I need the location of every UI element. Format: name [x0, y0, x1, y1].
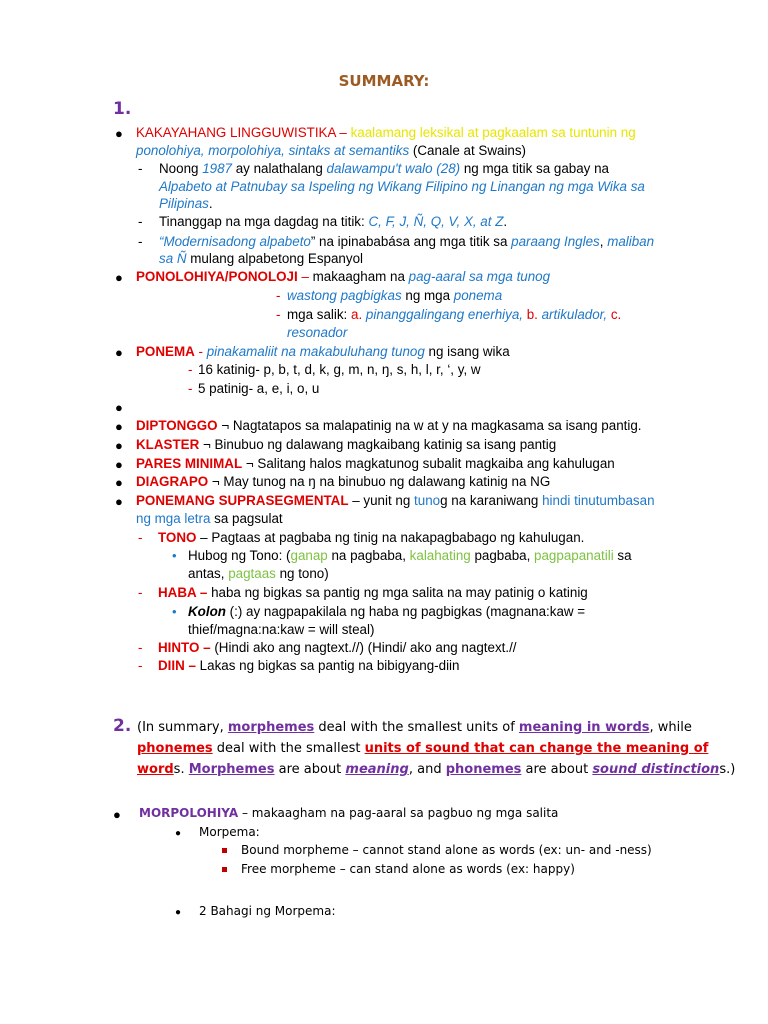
bahagi-line: 2 Bahagi ng Morpema: — [199, 904, 336, 918]
ponema-sub-2: 5 patinig- a, e, i, o, u — [198, 381, 320, 396]
diagrapo-line: DIAGRAPO ¬ May tunog na ŋ na binubuo ng dalawang katinig na NG — [136, 474, 551, 489]
kakayahang-line-1: KAKAYAHANG LINGGUWISTIKA – kaalamang leksikal at pagkaalam sa tuntunin ng — [136, 125, 636, 140]
dash: - — [138, 640, 143, 655]
dash: - — [138, 658, 143, 673]
bullet: ● — [115, 457, 123, 472]
bullet: ● — [115, 438, 123, 453]
bullet: ● — [113, 807, 121, 822]
dash: - — [138, 161, 143, 176]
diin-line: DIIN – Lakas ng bigkas sa pantig na bibigyang-diin — [158, 658, 460, 673]
suprasegmental-line: PONEMANG SUPRASEGMENTAL – yunit ng tunog na karaniwang hindi tinutumbasan — [136, 493, 655, 508]
morpema-line: Morpema: — [199, 825, 260, 839]
suprasegmental-line-2: ng mga letra sa pagsulat — [136, 511, 283, 526]
summary-line-1: (In summary, morphemes deal with the smallest units of meaning in words, while — [137, 720, 692, 735]
dash: - — [276, 307, 281, 322]
klaster-line: KLASTER ¬ Binubuo ng dalawang magkaibang katinig sa isang pantig — [136, 437, 557, 452]
square-bullet-icon — [222, 848, 227, 853]
dash: - — [188, 381, 193, 396]
kakayahang-sub-1b: Alpabeto at Patnubay sa Ispeling ng Wikang Filipino ng Linangan ng mga Wika sa — [159, 179, 645, 194]
ponolohiya-sub-2b: resonador — [287, 325, 348, 340]
bullet: ● — [115, 419, 123, 434]
ponolohiya-line: PONOLOHIYA/PONOLOJI – makaagham na pag-aaral sa mga tunog — [136, 269, 551, 284]
kakayahang-sub-1c: Pilipinas. — [159, 196, 213, 211]
hubog-line: Hubog ng Tono: (ganap na pagbaba, kalahating pagbaba, pagpapanatili sa — [188, 548, 632, 563]
kakayahang-sub-1: Noong 1987 ay nalathalang dalawampu't walo (28) ng mga titik sa gabay na — [159, 161, 609, 176]
dash: - — [138, 585, 143, 600]
hubog-line-2: antas, pagtaas ng tono) — [188, 566, 329, 581]
bullet: ● — [115, 126, 123, 141]
kakayahang-sub-3b: sa Ñ mulang alpabetong Espanyol — [159, 251, 363, 266]
summary-line-2: phonemes deal with the smallest units of sound that can change the meaning of — [137, 741, 709, 756]
bullet: ● — [115, 345, 123, 360]
bullet: ● — [115, 270, 123, 285]
bullet: ● — [115, 494, 123, 509]
bullet: • — [172, 548, 177, 563]
ponolohiya-sub-2: mga salik: a. pinanggalingang enerhiya, b. artikulador, c. — [287, 307, 622, 322]
page-title: SUMMARY: — [338, 72, 430, 90]
square-bullet-icon — [222, 867, 227, 872]
morpolohiya-line: MORPOLOHIYA – makaagham na pag-aaral sa pagbuo ng mga salita — [139, 806, 559, 820]
dash: - — [276, 288, 281, 303]
kakayahang-line-2: ponolohiya, morpolohiya, sintaks at semantiks (Canale at Swains) — [136, 143, 527, 158]
diptonggo-line: DIPTONGGO ¬ Nagtatapos sa malapatinig na w at y na magkasama sa isang pantig. — [136, 418, 642, 433]
ponema-line: PONEMA - pinakamaliit na makabuluhang tunog ng isang wika — [136, 344, 510, 359]
bullet: • — [172, 604, 177, 619]
bullet: ● — [175, 907, 182, 918]
bullet-empty: ● — [115, 400, 123, 415]
ponema-sub-1: 16 katinig- p, b, t, d, k, g, m, n, ŋ, s, h, l, r, ‘, y, w — [198, 362, 481, 377]
bound-morpheme-line: Bound morpheme – cannot stand alone as words (ex: un- and -ness) — [241, 843, 652, 857]
dash: - — [138, 234, 143, 249]
kakayahang-sub-2: Tinanggap na mga dagdag na titik: C, F, J, Ñ, Q, V, X, at Z. — [159, 214, 508, 229]
ponolohiya-sub-1: wastong pagbigkas ng mga ponema — [287, 288, 503, 303]
section-number-1: 1. — [113, 99, 132, 119]
dash: - — [138, 214, 143, 229]
dash: - — [188, 362, 193, 377]
dash: - — [138, 530, 143, 545]
free-morpheme-line: Free morpheme – can stand alone as words (ex: happy) — [241, 862, 575, 876]
kolon-line: Kolon (:) ay nagpapakilala ng haba ng pagbigkas (magnana:kaw = — [188, 604, 586, 619]
bullet: ● — [115, 475, 123, 490]
kolon-line-2: thief/magna:na:kaw = will steal) — [188, 622, 375, 637]
section-number-2: 2. — [113, 716, 132, 736]
term: KAKAYAHANG LINGGUWISTIKA — [136, 125, 336, 140]
hinto-line: HINTO – (Hindi ako ang nagtext.//) (Hindi/ ako ang nagtext.// — [158, 640, 517, 655]
pares-minimal-line: PARES MINIMAL ¬ Salitang halos magkatunog subalit magkaiba ang kahulugan — [136, 456, 615, 471]
bullet: ● — [175, 828, 182, 839]
tono-line: TONO – Pagtaas at pagbaba ng tinig na nakapagbabago ng kahulugan. — [158, 530, 585, 545]
haba-line: HABA – haba ng bigkas sa pantig ng mga salita na may patinig o katinig — [158, 585, 588, 600]
summary-line-3: words. Morphemes are about meaning, and phonemes are about sound distinctions.) — [137, 762, 736, 777]
kakayahang-sub-3: “Modernisadong alpabeto” na ipinababása ang mga titik sa paraang Ingles, maliban — [159, 234, 655, 249]
